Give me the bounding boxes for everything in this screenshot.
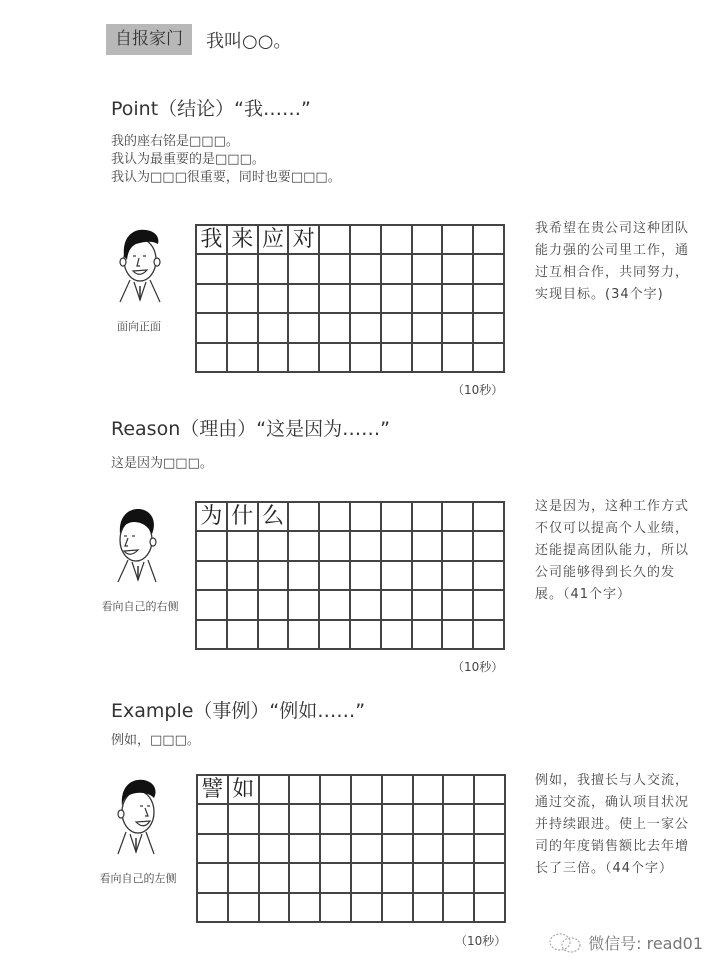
grid-cell <box>260 894 291 923</box>
reason-template-lines <box>111 455 213 473</box>
grid-cell <box>228 532 259 561</box>
grid-cell <box>475 835 506 864</box>
grid-cell <box>229 835 260 864</box>
grid-cell <box>228 344 259 373</box>
grid-cell <box>289 621 320 650</box>
grid-cell <box>320 503 351 532</box>
writing-grid-example <box>196 774 506 923</box>
grid-cell <box>197 344 228 373</box>
grid-cell <box>229 805 260 834</box>
grid-cell <box>290 805 321 834</box>
grid-cell <box>443 226 474 255</box>
grid-cell <box>228 621 259 650</box>
figure-caption: 面向正面 <box>117 320 161 333</box>
timer-label: （10秒） <box>452 383 504 397</box>
grid-cell <box>351 255 382 284</box>
grid-cell <box>198 894 229 923</box>
grid-cell <box>259 314 290 343</box>
grid-cell <box>351 226 382 255</box>
example-answer-text: 这是因为，这种工作方式不仅可以提高个人业绩，还能提高团队能力，所以公司能够得到长久的发展。（41个字） <box>535 499 690 602</box>
grid-cell <box>382 532 413 561</box>
figure-caption: 看向自己的左侧 <box>99 872 177 885</box>
grid-cell <box>382 255 413 284</box>
grid-cell <box>443 503 474 532</box>
grid-cell <box>475 864 506 893</box>
grid-cell <box>443 532 474 561</box>
grid-cell <box>413 503 444 532</box>
grid-cell <box>382 314 413 343</box>
grid-cell <box>321 835 352 864</box>
grid-cell <box>198 864 229 893</box>
grid-cell <box>197 532 228 561</box>
grid-cell <box>382 344 413 373</box>
grid-cell <box>197 591 228 620</box>
grid-cell <box>474 591 505 620</box>
grid-cell <box>474 562 505 591</box>
grid-cell <box>321 864 352 893</box>
grid-cell: 什 <box>228 503 259 532</box>
grid-cell <box>413 591 444 620</box>
grid-cell <box>198 805 229 834</box>
grid-cell <box>289 503 320 532</box>
grid-cell <box>382 503 413 532</box>
grid-cell <box>352 776 383 805</box>
grid-cell <box>320 591 351 620</box>
example-section-title: Example（事例）“例如……” <box>111 700 366 722</box>
grid-cell <box>351 314 382 343</box>
grid-cell <box>289 285 320 314</box>
grid-cell <box>259 621 290 650</box>
grid-cell <box>443 314 474 343</box>
grid-cell <box>198 835 229 864</box>
person-look-right-icon <box>110 500 166 584</box>
grid-cell <box>351 344 382 373</box>
grid-cell <box>320 621 351 650</box>
reason-section-title: Reason（理由）“这是因为……” <box>111 418 390 440</box>
grid-cell <box>382 591 413 620</box>
grid-cell <box>289 532 320 561</box>
grid-cell <box>475 805 506 834</box>
grid-cell <box>475 776 506 805</box>
grid-cell <box>351 562 382 591</box>
grid-cell <box>474 532 505 561</box>
grid-cell: 么 <box>259 503 290 532</box>
grid-cell <box>197 562 228 591</box>
grid-cell <box>383 864 414 893</box>
template-line: 例如，□□□。 <box>111 733 200 748</box>
grid-cell <box>474 314 505 343</box>
grid-cell <box>290 894 321 923</box>
grid-cell: 对 <box>289 226 320 255</box>
grid-cell <box>383 805 414 834</box>
grid-cell: 我 <box>197 226 228 255</box>
grid-cell <box>475 894 506 923</box>
timer-label: （10秒） <box>455 934 507 948</box>
grid-cell <box>289 255 320 284</box>
template-line: 我认为最重要的是□□□。 <box>111 152 265 167</box>
example-answer-text: 例如，我擅长与人交流，通过交流，确认项目状况并持续跟进。使上一家公司的年度销售额比去年增长了三倍。（44个字） <box>535 773 690 876</box>
template-line: 我的座右铭是□□□。 <box>111 134 239 149</box>
grid-cell <box>351 532 382 561</box>
grid-cell <box>228 562 259 591</box>
grid-cell <box>352 805 383 834</box>
figure-look-right <box>110 500 166 584</box>
grid-cell <box>474 255 505 284</box>
grid-cell <box>289 562 320 591</box>
grid-cell: 为 <box>197 503 228 532</box>
grid-cell <box>352 835 383 864</box>
grid-cell <box>413 344 444 373</box>
grid-cell <box>320 562 351 591</box>
grid-cell <box>260 864 291 893</box>
grid-cell <box>413 314 444 343</box>
grid-cell <box>259 285 290 314</box>
grid-cell <box>320 344 351 373</box>
grid-cell <box>259 255 290 284</box>
watermark-text: 微信号: read01 <box>588 934 703 953</box>
example-answer-text: 我希望在贵公司这种团队能力强的公司里工作，通过互相合作，共同努力，实现目标。(34个字) <box>535 221 690 302</box>
grid-cell <box>321 805 352 834</box>
grid-cell <box>414 864 445 893</box>
figure-look-left <box>108 772 164 856</box>
grid-cell <box>320 532 351 561</box>
grid-cell <box>320 226 351 255</box>
grid-cell <box>228 285 259 314</box>
template-line: 我认为□□□很重要，同时也要□□□。 <box>111 170 341 185</box>
grid-cell <box>290 776 321 805</box>
grid-cell <box>321 894 352 923</box>
grid-cell <box>197 255 228 284</box>
grid-cell <box>228 255 259 284</box>
grid-cell <box>413 226 444 255</box>
grid-cell <box>229 894 260 923</box>
grid-cell <box>228 314 259 343</box>
grid-cell <box>474 503 505 532</box>
grid-cell <box>383 894 414 923</box>
grid-cell <box>443 591 474 620</box>
figure-caption: 看向自己的右侧 <box>101 600 179 613</box>
grid-cell <box>351 503 382 532</box>
grid-cell <box>259 562 290 591</box>
grid-cell <box>443 285 474 314</box>
grid-cell <box>413 621 444 650</box>
example-template-lines <box>111 732 200 750</box>
grid-cell <box>474 226 505 255</box>
grid-cell <box>290 835 321 864</box>
grid-cell <box>197 621 228 650</box>
grid-cell <box>260 835 291 864</box>
grid-cell <box>259 591 290 620</box>
grid-cell: 如 <box>229 776 260 805</box>
grid-cell <box>352 894 383 923</box>
grid-cell <box>444 835 475 864</box>
grid-cell <box>229 864 260 893</box>
grid-cell <box>259 532 290 561</box>
figure-face-front <box>112 220 168 304</box>
grid-cell <box>414 835 445 864</box>
grid-cell <box>290 864 321 893</box>
point-section-title: Point（结论）“我……” <box>111 98 311 120</box>
grid-cell <box>444 864 475 893</box>
grid-cell <box>197 285 228 314</box>
watermark <box>548 931 703 954</box>
template-line: 这是因为□□□。 <box>111 456 213 471</box>
grid-cell <box>351 621 382 650</box>
grid-cell <box>382 621 413 650</box>
grid-cell <box>443 621 474 650</box>
person-face-front-icon <box>112 220 168 304</box>
grid-cell <box>289 314 320 343</box>
grid-cell <box>413 285 444 314</box>
grid-cell <box>382 285 413 314</box>
writing-grid-reason <box>195 501 505 650</box>
grid-cell <box>320 255 351 284</box>
intro-text: 我叫○○。 <box>206 31 292 52</box>
grid-cell <box>413 532 444 561</box>
section-tag: 自报家门 <box>106 24 192 55</box>
grid-cell <box>320 285 351 314</box>
grid-cell <box>383 776 414 805</box>
grid-cell <box>382 226 413 255</box>
grid-cell <box>474 285 505 314</box>
grid-cell <box>443 562 474 591</box>
grid-cell <box>444 776 475 805</box>
grid-cell: 应 <box>259 226 290 255</box>
grid-cell <box>414 805 445 834</box>
grid-cell <box>474 621 505 650</box>
grid-cell: 来 <box>228 226 259 255</box>
grid-cell <box>228 591 259 620</box>
grid-cell <box>321 776 352 805</box>
grid-cell <box>260 805 291 834</box>
grid-cell <box>444 894 475 923</box>
grid-cell <box>260 776 291 805</box>
grid-cell <box>443 255 474 284</box>
grid-cell <box>289 344 320 373</box>
person-look-left-icon <box>108 772 164 856</box>
grid-cell <box>414 894 445 923</box>
grid-cell <box>414 776 445 805</box>
grid-cell <box>352 864 383 893</box>
grid-cell <box>383 835 414 864</box>
grid-cell <box>259 344 290 373</box>
point-template-lines <box>111 133 341 187</box>
grid-cell <box>474 344 505 373</box>
grid-cell <box>197 314 228 343</box>
grid-cell <box>320 314 351 343</box>
grid-cell <box>413 255 444 284</box>
wechat-icon <box>548 932 582 954</box>
grid-cell <box>444 805 475 834</box>
grid-cell <box>413 562 444 591</box>
grid-cell <box>289 591 320 620</box>
grid-cell <box>351 285 382 314</box>
grid-cell <box>351 591 382 620</box>
grid-cell: 譬 <box>198 776 229 805</box>
grid-cell <box>443 344 474 373</box>
writing-grid-point <box>195 224 505 373</box>
grid-cell <box>382 562 413 591</box>
timer-label: （10秒） <box>452 660 504 674</box>
